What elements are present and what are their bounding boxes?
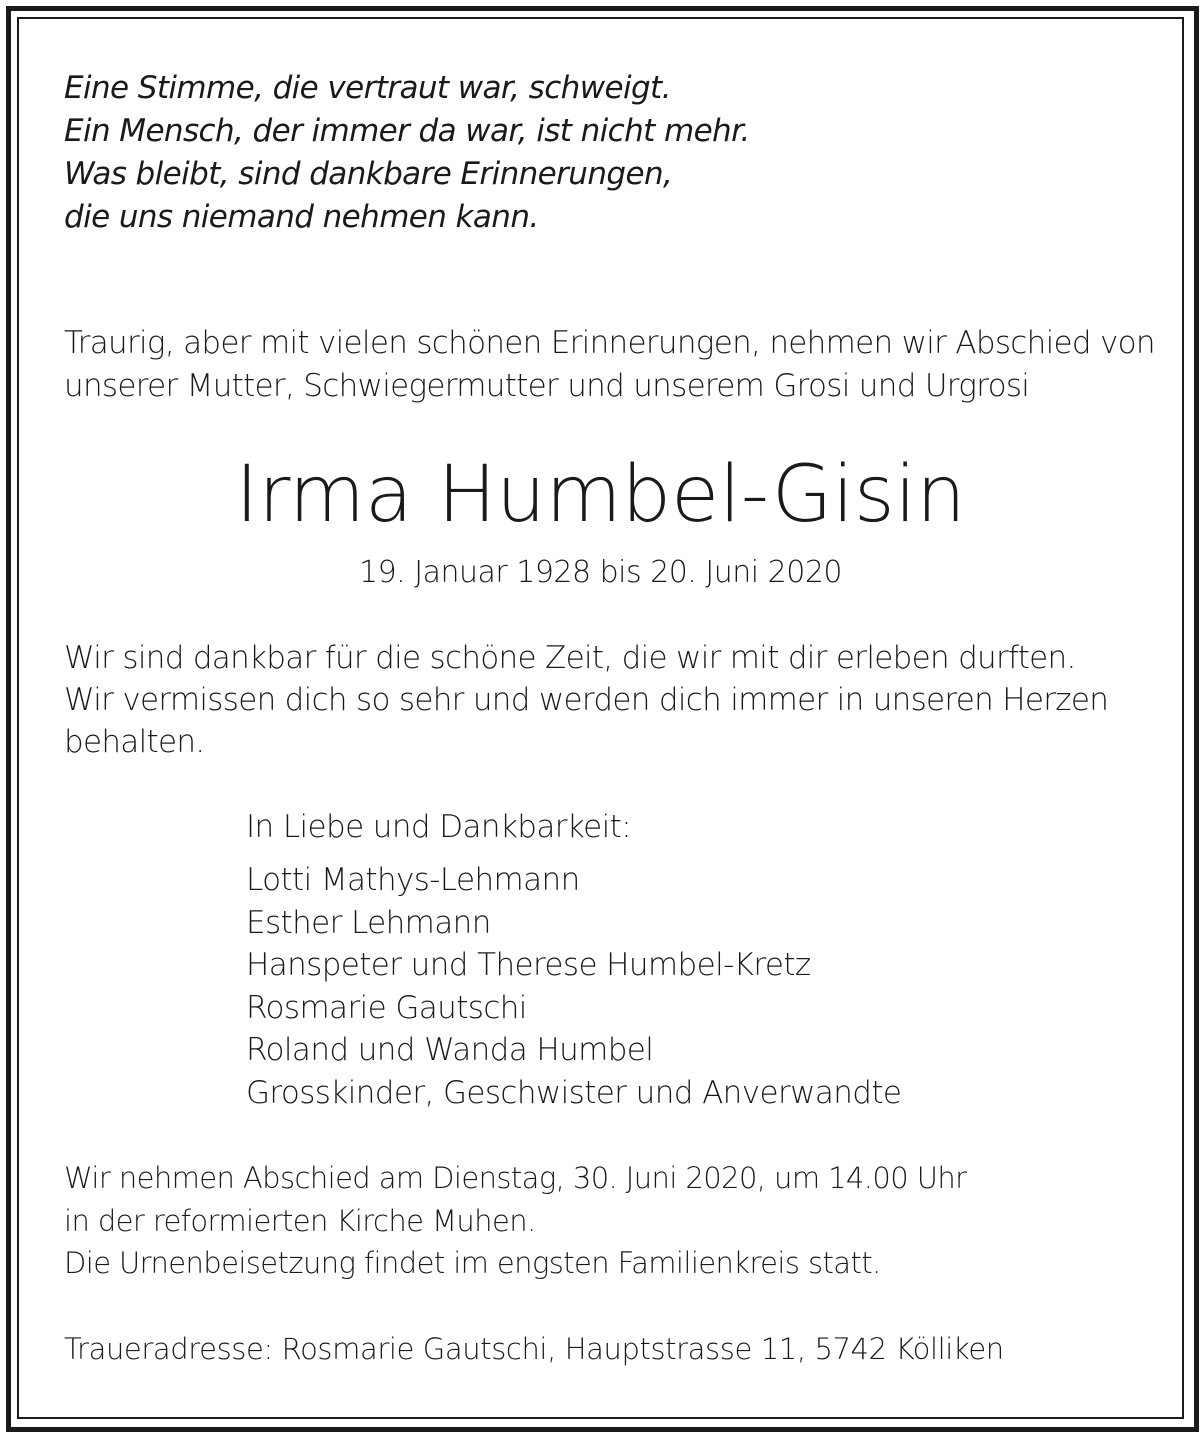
poem-line: Was bleibt, sind dankbare Erinnerungen, bbox=[64, 156, 673, 192]
mourner-name: Lotti Mathys-Lehmann bbox=[246, 862, 580, 898]
poem-line: die uns niemand nehmen kann. bbox=[64, 199, 539, 235]
poem-line: Ein Mensch, der immer da war, ist nicht mehr. bbox=[64, 113, 750, 149]
service-line: Die Urnenbeisetzung findet im engsten Familienkreis statt. bbox=[64, 1246, 881, 1280]
mourners-heading: In Liebe und Dankbarkeit: bbox=[246, 809, 632, 845]
mourner-name: Roland und Wanda Humbel bbox=[246, 1032, 654, 1068]
mourner-name: Grosskinder, Geschwister und Anverwandte bbox=[246, 1075, 902, 1111]
message-line: Wir sind dankbar für die schöne Zeit, die wir mit dir erleben durften. bbox=[64, 640, 1076, 676]
life-dates: 19. Januar 1928 bis 20. Juni 2020 bbox=[358, 555, 843, 590]
mourner-name: Esther Lehmann bbox=[246, 905, 491, 941]
mourning-address: Traueradresse: Rosmarie Gautschi, Hauptstrasse 11, 5742 Kölliken bbox=[64, 1332, 1004, 1366]
poem-line: Eine Stimme, die vertraut war, schweigt. bbox=[64, 70, 671, 106]
intro-line: unserer Mutter, Schwiegermutter und unserem Grosi und Urgrosi bbox=[64, 368, 1030, 404]
mourner-name: Rosmarie Gautschi bbox=[246, 990, 527, 1026]
service-line: in der reformierten Kirche Muhen. bbox=[64, 1204, 536, 1238]
service-line: Wir nehmen Abschied am Dienstag, 30. Juni 2020, um 14.00 Uhr bbox=[64, 1161, 967, 1195]
deceased-name: Irma Humbel-Gisin bbox=[235, 450, 966, 540]
message-line: Wir vermissen dich so sehr und werden dich immer in unseren Herzen bbox=[64, 682, 1109, 718]
intro-line: Traurig, aber mit vielen schönen Erinnerungen, nehmen wir Abschied von bbox=[64, 325, 1155, 361]
message-line: behalten. bbox=[64, 724, 205, 760]
mourner-name: Hanspeter und Therese Humbel-Kretz bbox=[246, 947, 811, 983]
